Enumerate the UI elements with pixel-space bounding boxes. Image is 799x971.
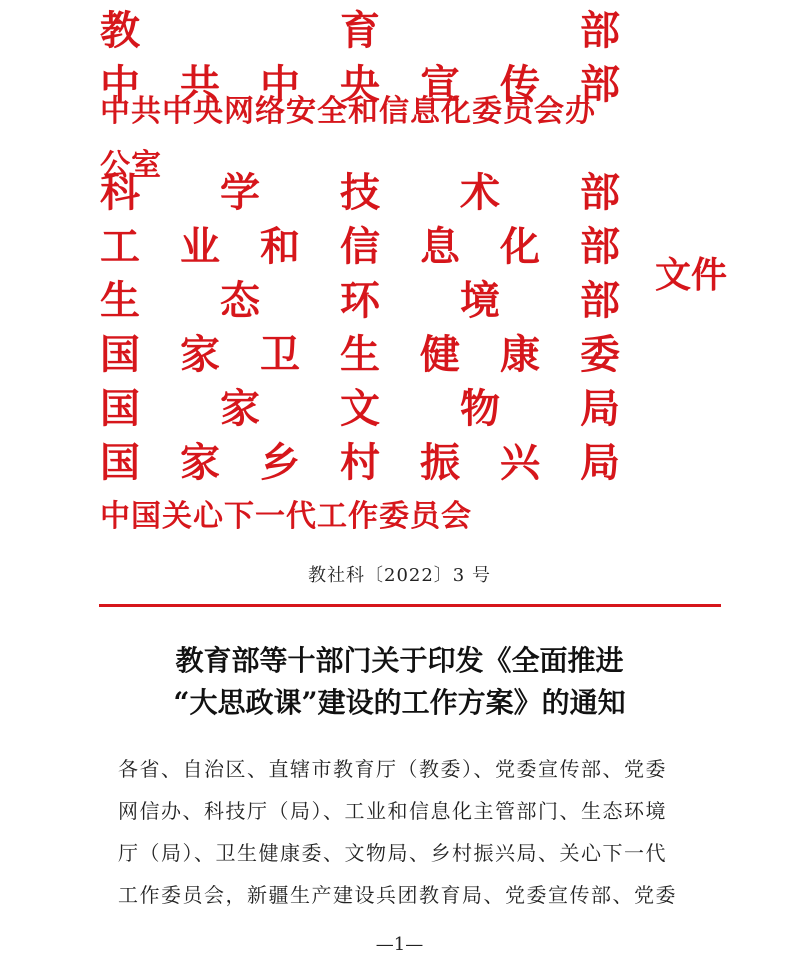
red-divider [99,604,721,607]
issuer-char: 宣 [420,61,460,108]
issuer-char: 态 [220,277,260,324]
issuer-char: 部 [580,223,620,270]
issuer-char: 健 [420,331,460,378]
issuer-char: 国 [100,385,140,432]
issuer-row [100,220,620,274]
issuer-row [100,328,620,382]
issuer-char: 生 [100,277,140,324]
body-line: 厅（局）、卫生健康委、文物局、乡村振兴局、关心下一代 [118,841,667,865]
issuer-char: 和 [260,223,300,270]
issuer-char: 工 [100,223,140,270]
issuer-row [100,382,620,436]
issuer-char: 家 [220,385,260,432]
issuer-char: 息 [420,223,460,270]
issuer-char: 部 [580,61,620,108]
issuer-block [100,4,620,544]
issuer-char: 技 [340,169,380,216]
issuer-char: 村 [340,439,380,486]
issuer-char: 兴 [500,439,540,486]
issuer-char: 央 [340,61,380,108]
body-line: 工作委员会，新疆生产建设兵团教育局、党委宣传部、党委 [118,883,677,907]
document-title [0,640,799,724]
issuer-char: 信 [340,223,380,270]
issuer-char: 生 [340,331,380,378]
issuer-char: 部 [580,277,620,324]
issuer-char: 传 [500,61,540,108]
issuer-char: 中 [260,61,300,108]
issuer-char: 国 [100,439,140,486]
issuer-char: 环 [340,277,380,324]
body-line: 各省、自治区、直辖市教育厅（教委）、党委宣传部、党委 [118,757,667,781]
issuer-char: 振 [420,439,460,486]
issuer-char: 育 [340,7,380,54]
page-number: —1— [375,934,424,955]
issuer-row [100,274,620,328]
issuer-char: 局 [580,385,620,432]
issuer-char: 康 [500,331,540,378]
issuer-char: 国 [100,331,140,378]
issuer-char: 境 [460,277,500,324]
issuer-char: 业 [180,223,220,270]
issuer-char: 物 [460,385,500,432]
issuer-char: 委 [580,331,620,378]
issuer-char: 共 [180,61,220,108]
issuer-char: 科 [100,169,140,216]
issuer-char: 教 [100,7,140,54]
issuer-char: 部 [580,7,620,54]
issuer-char: 化 [500,223,540,270]
issuer-char: 术 [460,169,500,216]
issuer-char: 文 [340,385,380,432]
issuer-row [100,436,620,490]
issuer-row: 中国关心下一代工作委员会 [100,499,472,534]
title-line-2: “大思政课”建设的工作方案》的通知 [173,686,626,719]
title-line-1: 教育部等十部门关于印发《全面推进 [175,644,624,677]
document-type-label: 文件 [655,254,728,296]
issuer-char: 家 [180,439,220,486]
body-line: 网信办、科技厅（局）、工业和信息化主管部门、生态环境 [118,799,667,823]
issuer-char: 学 [220,169,260,216]
document-number: 教社科〔2022〕3 号 [308,565,491,586]
issuer-char: 部 [580,169,620,216]
issuer-char: 家 [180,331,220,378]
issuer-row [100,4,620,58]
issuer-char: 局 [580,439,620,486]
issuer-char: 卫 [260,331,300,378]
body-text [118,748,688,916]
issuer-char: 中 [100,61,140,108]
issuer-row: 中共中央网络安全和信息化委员会办公室 [100,94,596,183]
issuer-char: 乡 [260,439,300,486]
